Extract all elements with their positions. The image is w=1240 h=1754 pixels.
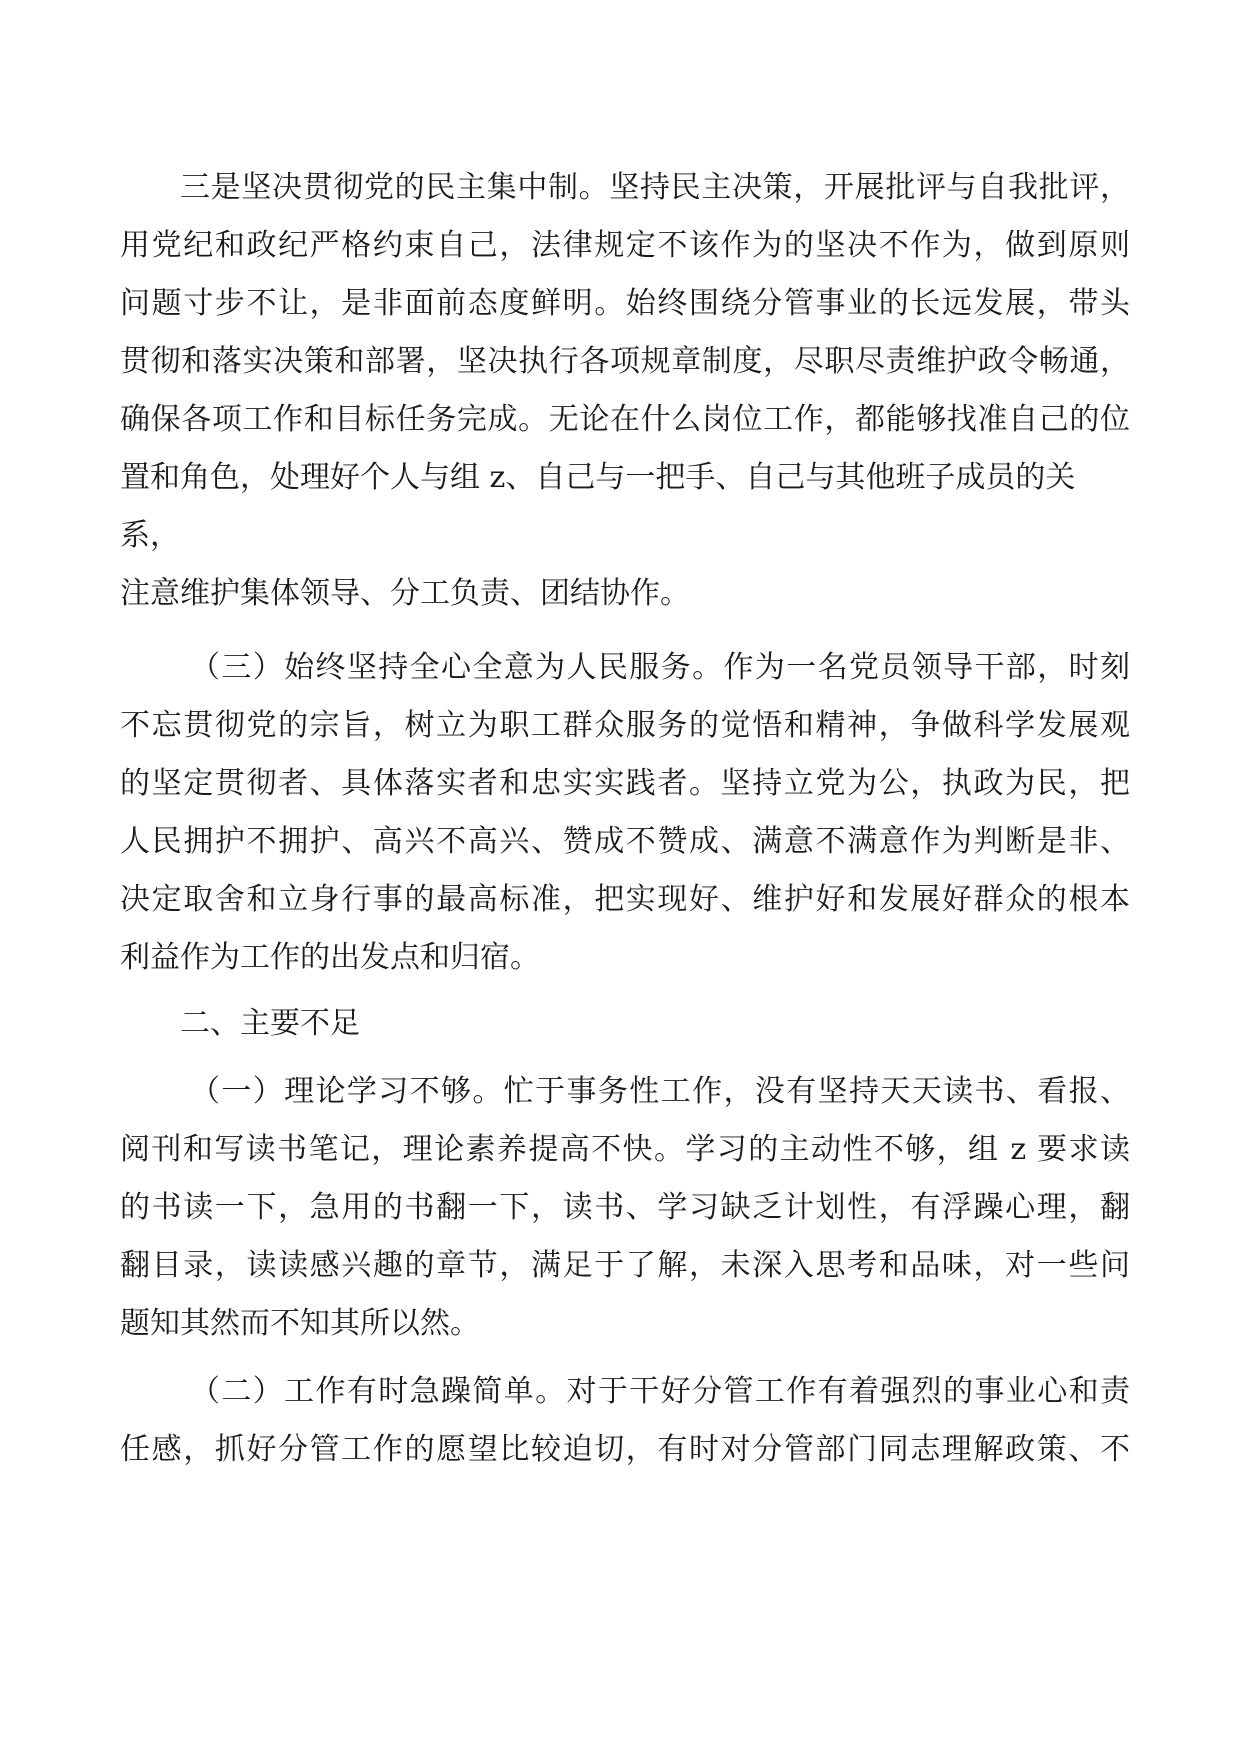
paragraph-line: （一）理论学习不够。忙于事务性工作，没有坚持天天读书、看报、 bbox=[190, 1074, 1130, 1109]
paragraph-line: 题知其然而不知其所以然。 bbox=[120, 1306, 480, 1341]
paragraph-line: 决定取舍和立身行事的最高标准，把实现好、维护好和发展好群众的根本 bbox=[120, 882, 1130, 917]
paragraph-line: 贯彻和落实决策和部署，坚决执行各项规章制度，尽职尽责维护政令畅通， bbox=[120, 344, 1130, 379]
paragraph-line: 置和角色，处理好个人与组 z、自己与一把手、自己与其他班子成员的关 bbox=[120, 460, 1076, 495]
paragraph-line: 注意维护集体领导、分工负责、团结协作。 bbox=[120, 576, 690, 611]
paragraph-line: 三是坚决贯彻党的民主集中制。坚持民主决策，开展批评与自我批评， bbox=[180, 170, 1130, 205]
paragraph-line: 的书读一下，急用的书翻一下，读书、学习缺乏计划性，有浮躁心理，翻 bbox=[120, 1190, 1130, 1225]
section-heading: 二、主要不足 bbox=[180, 1006, 360, 1041]
paragraph-line: 阅刊和写读书笔记，理论素养提高不快。学习的主动性不够，组 z 要求读 bbox=[120, 1132, 1130, 1167]
paragraph-line: 人民拥护不拥护、高兴不高兴、赞成不赞成、满意不满意作为判断是非、 bbox=[120, 824, 1130, 859]
paragraph-line: （二）工作有时急躁简单。对于干好分管工作有着强烈的事业心和责 bbox=[190, 1374, 1130, 1409]
paragraph-line: 问题寸步不让，是非面前态度鲜明。始终围绕分管事业的长远发展，带头 bbox=[120, 286, 1130, 321]
paragraph-line: （三）始终坚持全心全意为人民服务。作为一名党员领导干部，时刻 bbox=[190, 650, 1130, 685]
paragraph-line: 用党纪和政纪严格约束自己，法律规定不该作为的坚决不作为，做到原则 bbox=[120, 228, 1130, 263]
paragraph-line: 确保各项工作和目标任务完成。无论在什么岗位工作，都能够找准自己的位 bbox=[120, 402, 1130, 437]
paragraph-line: 系， bbox=[120, 518, 180, 553]
paragraph-line: 利益作为工作的出发点和归宿。 bbox=[120, 940, 540, 975]
paragraph-line: 翻目录，读读感兴趣的章节，满足于了解，未深入思考和品味，对一些问 bbox=[120, 1248, 1130, 1283]
paragraph-line: 不忘贯彻党的宗旨，树立为职工群众服务的觉悟和精神，争做科学发展观 bbox=[120, 708, 1130, 743]
paragraph-line: 任感，抓好分管工作的愿望比较迫切，有时对分管部门同志理解政策、不 bbox=[120, 1432, 1130, 1467]
paragraph-line: 的坚定贯彻者、具体落实者和忠实实践者。坚持立党为公，执政为民，把 bbox=[120, 766, 1130, 801]
